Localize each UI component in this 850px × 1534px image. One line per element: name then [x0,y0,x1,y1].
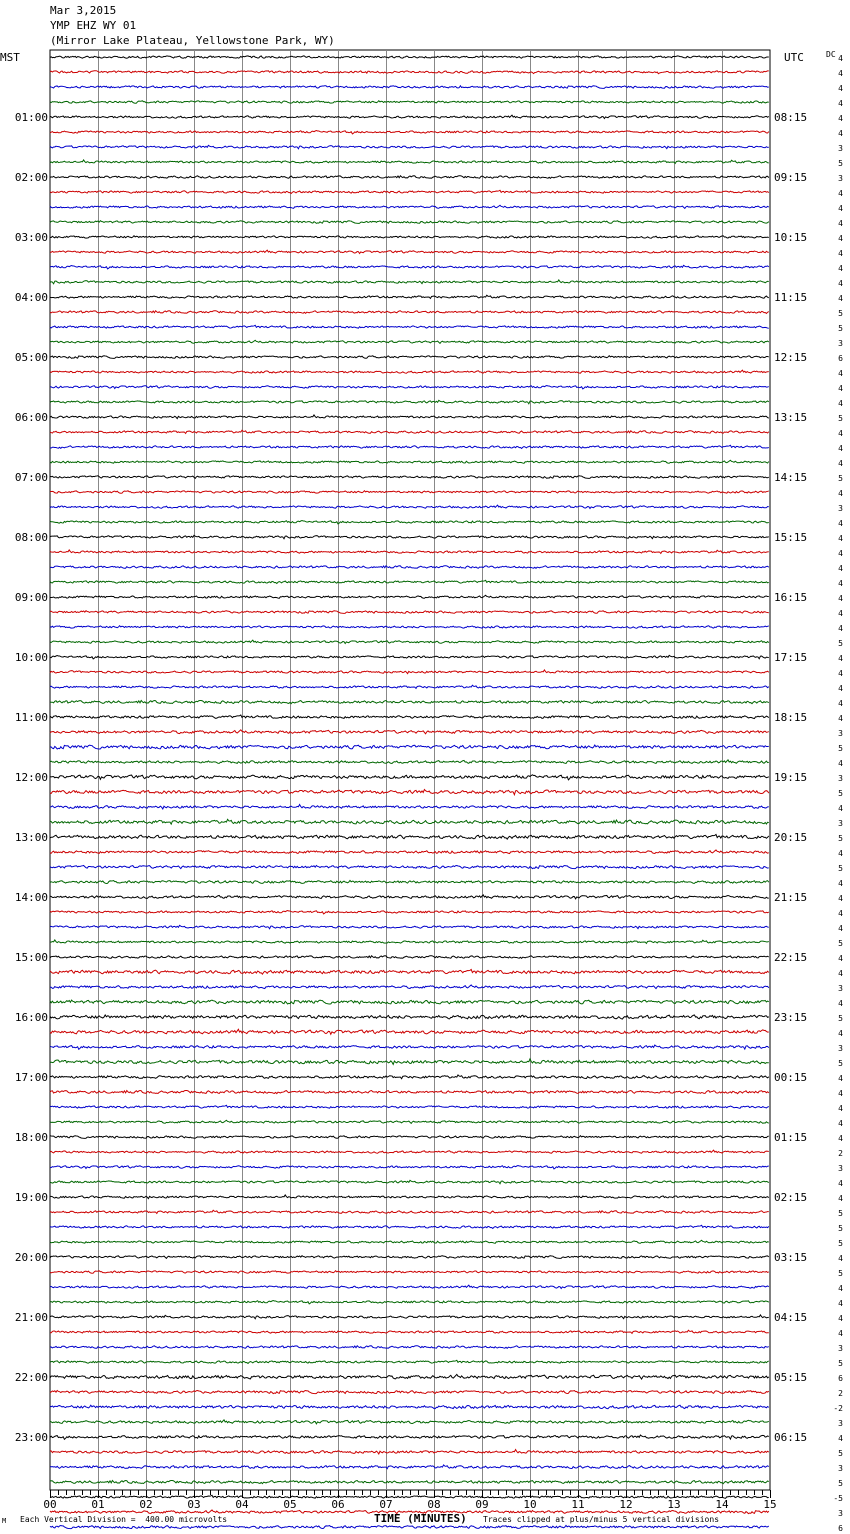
left-axis-label: MST [0,51,20,64]
utc-hour-label: 03:15 [774,1251,808,1264]
utc-hour-label: 13:15 [774,411,808,424]
seismic-trace [50,715,769,719]
dc-offset-value: 5 [838,309,843,318]
dc-offset-value: 4 [838,219,843,228]
x-tick-label: 00 [43,1498,57,1511]
dc-offset-value: 4 [838,369,843,378]
seismic-trace [50,1525,769,1528]
dc-offset-value: 4 [838,969,843,978]
dc-offset-value: 4 [838,894,843,903]
dc-offset-value: 5 [838,414,843,423]
seismic-trace [50,115,769,118]
dc-offset-value: 5 [838,324,843,333]
seismic-trace [50,145,769,148]
dc-offset-value: 4 [838,54,843,63]
dc-offset-value: 4 [838,669,843,678]
utc-hour-label: 05:15 [774,1371,808,1384]
seismic-trace [50,760,769,764]
dc-offset-value: 4 [838,579,843,588]
dc-offset-value: 2 [838,1149,843,1158]
seismic-trace [50,1465,769,1469]
utc-hour-label: 08:15 [774,111,808,124]
dc-offset-value: 4 [838,84,843,93]
seismic-trace [50,1374,769,1379]
dc-offset-value: 3 [838,504,843,513]
seismic-trace [50,311,769,314]
seismic-trace [50,131,769,134]
dc-offset-value: 4 [838,489,843,498]
x-tick-label: 05 [283,1498,297,1511]
utc-hour-label: 14:15 [774,471,808,484]
mst-hour-label: 04:00 [14,291,48,304]
dc-offset-value: 3 [838,774,843,783]
seismic-trace [50,386,769,389]
seismic-trace [50,640,769,643]
dc-offset-value: 3 [838,1344,843,1353]
label-group [15,54,843,1534]
utc-hour-label: 06:15 [774,1431,808,1444]
dc-offset-value: 5 [838,1479,843,1488]
dc-offset-value: 4 [838,699,843,708]
dc-offset-value: 5 [838,639,843,648]
seismic-trace [50,550,769,554]
seismic-trace [50,895,769,899]
seismic-trace [50,176,769,179]
dc-offset-value: 3 [838,339,843,348]
dc-offset-value: 4 [838,264,843,273]
dc-offset-value: 4 [838,684,843,693]
x-tick-label: 10 [523,1498,537,1511]
dc-offset-value: 5 [838,789,843,798]
dc-offset-value: 5 [838,1209,843,1218]
dc-offset-value: 5 [838,1059,843,1068]
mst-hour-label: 05:00 [14,351,48,364]
dc-offset-value: 4 [838,189,843,198]
seismic-trace [50,819,769,824]
mst-hour-label: 09:00 [14,591,48,604]
dc-offset-value: 4 [838,879,843,888]
dc-offset-value: 4 [838,564,843,573]
seismic-trace [50,805,769,809]
mst-hour-label: 07:00 [14,471,48,484]
utc-hour-label: 19:15 [774,771,808,784]
x-tick-label: 08 [427,1498,441,1511]
seismic-trace [50,400,769,403]
seismic-trace [50,1225,769,1228]
x-tick-label: 14 [715,1498,729,1511]
seismic-trace [50,1150,769,1153]
scale-note: Each Vertical Division = 400.00 microvolts [20,1515,228,1524]
mst-hour-label: 13:00 [14,831,48,844]
seismic-trace [50,1315,769,1319]
seismic-trace [50,521,769,524]
seismic-trace [50,730,769,734]
seismic-trace [50,1120,769,1123]
seismic-trace [50,1495,769,1498]
dc-offset-value: 3 [838,144,843,153]
dc-offset-value: 6 [838,354,843,363]
dc-offset-value: 4 [838,204,843,213]
dc-offset-value: 4 [838,1134,843,1143]
dc-offset-value: 4 [838,519,843,528]
dc-offset-value: -2 [833,1404,843,1413]
seismic-trace [50,595,769,598]
dc-offset-value: 4 [838,804,843,813]
dc-offset-value: 4 [838,294,843,303]
mst-hour-label: 01:00 [14,111,48,124]
dc-offset-value: 4 [838,99,843,108]
seismic-trace [50,1075,769,1079]
seismic-trace [50,56,769,58]
dc-offset-value: 4 [838,1314,843,1323]
seismic-trace [50,86,769,89]
seismic-trace [50,655,769,659]
dc-offset-value: 5 [838,864,843,873]
seismic-trace [50,1105,769,1108]
seismic-trace [50,580,769,583]
seismic-trace [50,626,769,629]
utc-hour-label: 16:15 [774,591,808,604]
x-tick-label: 07 [379,1498,393,1511]
dc-offset-value: 6 [838,1524,843,1533]
seismic-trace [50,1136,769,1139]
dc-offset-value: 5 [838,159,843,168]
dc-offset-value: 5 [838,1269,843,1278]
seismic-trace [50,1271,769,1274]
seismic-trace [50,1301,769,1304]
dc-offset-value: 4 [838,609,843,618]
x-tick-label: 02 [139,1498,153,1511]
seismic-trace [50,1405,769,1409]
dc-label: DC [826,50,836,59]
seismic-trace [50,1166,769,1169]
dc-offset-value: 4 [838,429,843,438]
mst-hour-label: 12:00 [14,771,48,784]
seismic-trace [50,611,769,614]
seismic-trace [50,940,769,944]
utc-hour-label: 15:15 [774,531,808,544]
x-tick-label: 13 [667,1498,681,1511]
dc-offset-value: 4 [838,654,843,663]
dc-offset-value: 4 [838,279,843,288]
dc-offset-value: 4 [838,849,843,858]
seismic-trace [50,1435,769,1439]
station-label: YMP EHZ WY 01 [50,19,137,32]
mst-hour-label: 20:00 [14,1251,48,1264]
dc-offset-value: 4 [838,114,843,123]
dc-offset-value: 5 [838,474,843,483]
dc-offset-value: 5 [838,1449,843,1458]
seismic-trace [50,1285,769,1288]
seismic-trace [50,1015,769,1019]
seismic-trace [50,460,769,463]
x-tick-label: 11 [571,1498,585,1511]
seismic-trace [50,325,769,328]
mst-hour-label: 16:00 [14,1011,48,1024]
seismic-trace [50,280,769,284]
utc-hour-label: 23:15 [774,1011,808,1024]
dc-offset-value: 2 [838,1389,843,1398]
utc-hour-label: 17:15 [774,651,808,664]
seismic-trace [50,1000,769,1004]
dc-offset-value: 4 [838,1104,843,1113]
dc-offset-value: 4 [838,399,843,408]
dc-offset-value: 3 [838,984,843,993]
dc-offset-value: 4 [838,1029,843,1038]
seismic-trace [50,1390,769,1393]
utc-hour-label: 22:15 [774,951,808,964]
dc-offset-value: 4 [838,444,843,453]
seismic-trace [50,969,769,974]
seismic-trace [50,1029,769,1034]
seismic-trace [50,1420,769,1424]
seismic-trace [50,190,769,193]
seismic-trace [50,1480,769,1483]
footer-mark: M [2,1517,7,1525]
dc-offset-value: 4 [838,534,843,543]
dc-offset-value: 4 [838,1329,843,1338]
dc-offset-value: 5 [838,1239,843,1248]
seismic-trace [50,205,769,208]
plot-frame [50,50,770,1490]
dc-offset-value: 3 [838,1509,843,1518]
dc-offset-value: 3 [838,1419,843,1428]
dc-offset-value: 4 [838,1284,843,1293]
mst-hour-label: 21:00 [14,1311,48,1324]
dc-offset-value: 5 [838,1224,843,1233]
x-tick-label: 12 [619,1498,633,1511]
dc-offset-value: 4 [838,594,843,603]
seismic-trace [50,340,769,343]
utc-hour-label: 02:15 [774,1191,808,1204]
dc-offset-value: 4 [838,714,843,723]
dc-offset-value: 4 [838,129,843,138]
seismic-trace [50,1450,769,1454]
utc-hour-label: 09:15 [774,171,808,184]
trace-group [50,56,769,1534]
utc-hour-label: 04:15 [774,1311,808,1324]
dc-offset-value: 4 [838,1119,843,1128]
seismic-trace [50,101,769,104]
dc-offset-value: 3 [838,1464,843,1473]
mst-hour-label: 06:00 [14,411,48,424]
dc-offset-value: 4 [838,1434,843,1443]
seismic-trace [50,295,769,298]
x-axis-label: TIME (MINUTES) [374,1512,467,1525]
mst-hour-label: 23:00 [14,1431,48,1444]
dc-offset-value: 4 [838,909,843,918]
utc-hour-label: 20:15 [774,831,808,844]
dc-offset-value: 4 [838,1194,843,1203]
dc-offset-value: 3 [838,174,843,183]
seismic-trace [50,1210,769,1213]
x-tick-label: 09 [475,1498,489,1511]
seismic-trace [50,1090,769,1093]
seismic-trace [50,790,769,795]
seismic-trace [50,745,769,749]
seismic-trace [50,985,769,989]
dc-offset-value: 4 [838,1089,843,1098]
clip-note: Traces clipped at plus/minus 5 vertical divisions [483,1515,720,1524]
dc-offset-value: 4 [838,249,843,258]
seismic-trace [50,834,769,839]
seismic-trace [50,1346,769,1349]
seismic-trace [50,430,769,433]
dc-offset-value: 4 [838,384,843,393]
dc-offset-value: 3 [838,819,843,828]
x-tick-label: 15 [763,1498,777,1511]
seismic-trace [50,535,769,538]
utc-hour-label: 11:15 [774,291,808,304]
dc-offset-value: 4 [838,69,843,78]
date-label: Mar 3,2015 [50,4,117,17]
dc-offset-value: 4 [838,1254,843,1263]
utc-hour-label: 18:15 [774,711,808,724]
right-axis-label: UTC [784,51,804,64]
seismic-trace [50,1180,769,1183]
seismic-trace [50,775,769,780]
mst-hour-label: 22:00 [14,1371,48,1384]
seismic-trace [50,356,769,359]
seismic-trace [50,160,769,164]
mst-hour-label: 11:00 [14,711,48,724]
seismic-trace [50,925,769,928]
seismic-trace [50,1059,769,1065]
dc-offset-value: 6 [838,1374,843,1383]
mst-hour-label: 10:00 [14,651,48,664]
dc-offset-value: 4 [838,1179,843,1188]
seismic-trace [50,865,769,868]
seismic-trace [50,415,769,419]
seismic-trace [50,250,769,253]
seismic-trace [50,221,769,224]
mst-hour-label: 19:00 [14,1191,48,1204]
dc-offset-value: 5 [838,834,843,843]
mst-hour-label: 17:00 [14,1071,48,1084]
seismic-trace [50,1240,769,1243]
mst-hour-label: 08:00 [14,531,48,544]
utc-hour-label: 12:15 [774,351,808,364]
seismic-trace [50,1330,769,1333]
mst-hour-label: 18:00 [14,1131,48,1144]
seismic-trace [50,265,769,269]
seismic-trace [50,1360,769,1363]
seismic-trace [50,1256,769,1259]
dc-offset-value: -5 [833,1494,843,1503]
seismic-trace [50,850,769,854]
seismic-trace [50,911,769,914]
location-label: (Mirror Lake Plateau, Yellowstone Park, WY) [50,34,335,47]
utc-hour-label: 01:15 [774,1131,808,1144]
seismic-trace [50,71,769,74]
seismic-trace [50,505,769,508]
seismic-trace [50,236,769,239]
dc-offset-value: 4 [838,624,843,633]
x-tick-label: 03 [187,1498,201,1511]
utc-hour-label: 21:15 [774,891,808,904]
mst-hour-label: 03:00 [14,231,48,244]
seismic-trace [50,1195,769,1199]
dc-offset-value: 3 [838,1044,843,1053]
seismic-trace [50,491,769,494]
dc-offset-value: 4 [838,1074,843,1083]
seismic-trace [50,880,769,883]
dc-offset-value: 5 [838,1359,843,1368]
dc-offset-value: 5 [838,744,843,753]
seismic-trace [50,956,769,959]
seismic-trace [50,476,769,479]
seismic-trace [50,1045,769,1049]
seismic-trace [50,566,769,569]
dc-offset-value: 5 [838,939,843,948]
dc-offset-value: 3 [838,1164,843,1173]
utc-hour-label: 10:15 [774,231,808,244]
seismic-trace [50,445,769,448]
dc-offset-value: 4 [838,234,843,243]
seismic-trace [50,670,769,674]
mst-hour-label: 14:00 [14,891,48,904]
seismic-trace [50,370,769,373]
dc-offset-value: 4 [838,999,843,1008]
dc-offset-value: 4 [838,954,843,963]
x-tick-label: 01 [91,1498,105,1511]
dc-offset-value: 4 [838,549,843,558]
seismic-trace [50,685,769,688]
x-tick-label: 04 [235,1498,249,1511]
dc-offset-value: 4 [838,1299,843,1308]
dc-offset-value: 4 [838,459,843,468]
dc-offset-value: 5 [838,1014,843,1023]
dc-offset-value: 3 [838,729,843,738]
x-tick-label: 06 [331,1498,345,1511]
dc-offset-value: 4 [838,759,843,768]
dc-offset-value: 4 [838,924,843,933]
utc-hour-label: 00:15 [774,1071,808,1084]
mst-hour-label: 02:00 [14,171,48,184]
mst-hour-label: 15:00 [14,951,48,964]
seismic-trace [50,700,769,703]
